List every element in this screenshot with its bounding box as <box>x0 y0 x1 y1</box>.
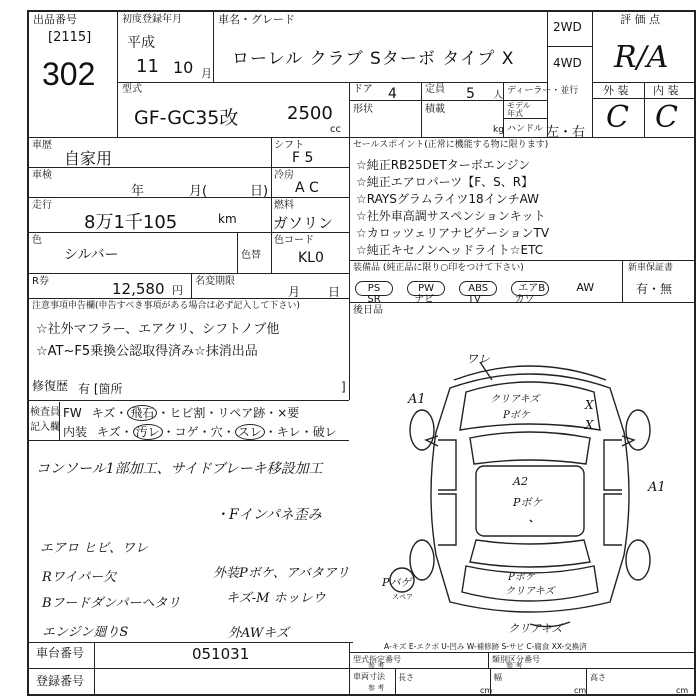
insp-chip: 飛石 <box>127 405 157 421</box>
dealer-label: ディーラー・並行 <box>507 86 579 96</box>
insp-crack: ヒビ割 <box>169 406 206 420</box>
model-year-label: モデル年式 <box>507 101 531 118</box>
diag-rear-2: クリアキズ <box>505 586 555 597</box>
doors-label: ドア <box>353 84 373 95</box>
notes-label: 注意事項申告欄(申告すべき事項がある場合は必ず記入して下さい) <box>32 301 300 311</box>
hand-note-2: ・Fインパネ歪み <box>215 507 322 523</box>
type-cert-ref: 参 考 <box>368 662 385 670</box>
repair-label: 修復歴 <box>32 379 69 393</box>
sales-point-4: ☆社外車高調サスペンションキット <box>356 209 546 223</box>
shift-value: F 5 <box>292 150 314 166</box>
insp-interior: 内装 <box>63 425 88 439</box>
displacement-value: 2500 <box>287 103 333 124</box>
hand-note-5b: キズ-M ホッレウ <box>226 591 326 606</box>
load-unit: kg <box>493 125 504 135</box>
color-code-value: KL0 <box>298 250 324 266</box>
new-warranty-label: 新車保証書 <box>628 263 674 273</box>
first-reg-year: 11 <box>136 56 159 77</box>
equipment-label: 装備品 (純正品に限り○印をつけて下さい) <box>353 263 524 273</box>
diag-x1: X <box>585 398 594 412</box>
name-change-label: 名変期限 <box>195 276 235 287</box>
diag-top: ワレ <box>466 352 491 366</box>
diag-mid-2: Pボケ <box>513 496 543 509</box>
fuel-label: 燃料 <box>274 200 294 211</box>
chassis-value: 051031 <box>192 645 250 663</box>
inspection-year: 年 <box>131 184 145 199</box>
mileage-label: 走行 <box>32 200 52 211</box>
diag-front-1: クリアキズ <box>490 394 540 405</box>
name-change-day: 日 <box>328 285 341 299</box>
dims-length-unit: cm <box>480 686 493 695</box>
model-label: 型式 <box>122 84 142 95</box>
inspection-label: 車検 <box>32 170 52 181</box>
sales-point-5: ☆カロッツェリアナビゲーションTV <box>356 226 550 240</box>
name-change-month: 月 <box>288 285 301 299</box>
equip-pw: PW <box>407 281 445 296</box>
insp-dot: ・ <box>198 425 211 439</box>
equip-tv: TV <box>467 294 481 305</box>
dims-height-unit: cm <box>676 686 689 695</box>
lot-label: 出品番号 <box>33 13 77 26</box>
equip-ps: PS <box>355 281 393 296</box>
lot-code: [2115] <box>48 30 92 45</box>
diag-front-2: Pボケ <box>503 410 530 421</box>
color-code-label: 色コード <box>274 235 314 246</box>
insp-replace: ×要 <box>277 406 300 420</box>
hand-note-4: Rワイパー欠 <box>42 570 117 585</box>
score-value: R/A <box>614 40 669 75</box>
score-label: 評 価 点 <box>620 13 660 26</box>
exterior-label: 外 装 <box>603 84 629 97</box>
after-check-label: 後日品 <box>353 305 383 316</box>
lot-number: 302 <box>42 56 96 92</box>
insp-dot: ・ <box>162 425 175 439</box>
damage-legend: A-キズ E-エクボ U-凹み W-補修跡 S-サビ C-腐食 XX-交換済 <box>384 642 587 651</box>
color-swap-label: 色替 <box>241 250 261 261</box>
inspector-row-2 <box>63 423 337 440</box>
repair-value: 有 [箇所 <box>78 382 123 396</box>
car-name-label: 車名・グレード <box>218 13 295 26</box>
color-value: シルバー <box>64 247 119 263</box>
mileage-value: 8万1千105 <box>84 212 178 233</box>
type-cert-label: 型式指定番号 <box>353 655 401 664</box>
insp-dot: ・ <box>120 425 133 439</box>
color-label: 色 <box>32 235 42 246</box>
diag-a1-left: A1 <box>408 392 426 407</box>
insp-hole: 穴 <box>210 425 223 439</box>
hand-note-1: コンソール1部加工、サイドブレーキ移設加工 <box>36 461 323 477</box>
class-code-ref: 参 考 <box>506 662 523 670</box>
interior-score: C <box>655 100 678 135</box>
insp-fw: FW <box>63 406 82 420</box>
model-value: GF-GC35改 <box>134 107 239 129</box>
ac-label: 冷房 <box>274 170 294 181</box>
dims-width: 幅 <box>494 673 502 682</box>
first-reg-month-unit: 月 <box>201 67 212 80</box>
hand-note-4b: 外装Pボケ、アバタアリ <box>213 566 350 581</box>
notes-line-2: ☆AT~F5乗換公認取得済み☆抹消出品 <box>36 344 258 359</box>
equip-abs: ABS <box>459 281 497 296</box>
equip-navi: ナビ <box>414 294 435 305</box>
hand-note-5: Bフードダンパーヘタリ <box>42 596 181 611</box>
hand-note-6: エンジン廻りS <box>42 625 129 640</box>
equip-aw: AW <box>576 281 595 294</box>
recycle-label: R券 <box>32 276 49 287</box>
dims-ref: 参 考 <box>368 684 385 692</box>
inspection-month: 月( <box>189 184 208 199</box>
equip-leather: カワ <box>514 294 535 305</box>
insp-repair: リペア跡 <box>217 406 266 420</box>
new-warranty-value: 有・無 <box>636 282 673 296</box>
repair-bracket: ] <box>341 380 346 394</box>
diag-bottom: クリアキズ <box>508 622 563 635</box>
insp-dot: ・ <box>265 406 278 420</box>
notes-line-1: ☆社外マフラー、エアクリ、シフトノブ他 <box>36 322 280 337</box>
equip-airbag: エアB <box>511 281 549 296</box>
doors-value: 4 <box>388 86 397 102</box>
hand-note-3: エアロ ヒビ、ワレ <box>40 541 149 556</box>
load-label: 積載 <box>425 104 445 115</box>
shape-label: 形状 <box>353 104 373 115</box>
hand-note-6b: 外AWキズ <box>228 626 289 641</box>
interior-label: 内 装 <box>653 84 679 97</box>
inspection-day: 日) <box>250 184 269 199</box>
first-reg-month: 10 <box>173 58 194 77</box>
sales-point-2: ☆純正エアロパーツ【F、S、R】 <box>356 175 534 189</box>
drive-4wd: 4WD <box>553 56 582 70</box>
inspector-label-1: 検査員 <box>30 407 60 418</box>
diag-pbaga: Pバゲ <box>382 576 412 589</box>
sales-point-3: ☆RAYSグラムライツ18インチAW <box>356 192 540 206</box>
dims-width-unit: cm <box>574 686 587 695</box>
fuel-value: ガソリン <box>273 214 334 232</box>
insp-cut: キレ <box>276 425 301 439</box>
diag-spare: スペア <box>392 593 413 601</box>
registration-label: 登録番号 <box>36 674 85 688</box>
capacity-label: 定員 <box>425 84 445 95</box>
inspector-row-1 <box>63 404 299 421</box>
capacity-unit: 人 <box>493 90 503 101</box>
equipment-row-2 <box>355 290 544 305</box>
insp-wear: スレ <box>235 424 265 440</box>
insp-dot: ・ <box>115 406 128 420</box>
first-reg-era: 平成 <box>127 35 155 51</box>
dims-length: 長さ <box>398 673 414 682</box>
displacement-unit: cc <box>330 124 341 135</box>
chassis-label: 車台番号 <box>36 646 85 660</box>
insp-dot: ・ <box>300 425 313 439</box>
exterior-score: C <box>606 100 629 135</box>
insp-scratch: キズ <box>96 425 121 439</box>
diag-a1-right: A1 <box>648 480 666 495</box>
insp-dot: ・ <box>205 406 218 420</box>
diag-x2: X <box>585 418 594 432</box>
car-name-value: ローレル クラブ Sターボ タイプ X <box>232 49 515 69</box>
drive-2wd: 2WD <box>553 20 582 34</box>
equip-sr: SR <box>367 294 381 305</box>
handle-label: ハンドル <box>507 124 544 134</box>
diag-mid-1: A2 <box>513 475 528 488</box>
insp-dot: ・ <box>157 406 170 420</box>
insp-dirt: 汚レ <box>133 424 163 440</box>
sales-point-1: ☆純正RB25DETターボエンジン <box>356 158 531 172</box>
first-reg-label: 初度登録年月 <box>122 14 182 25</box>
insp-tear: 破レ <box>312 425 337 439</box>
shift-label: シフト <box>274 140 304 151</box>
dims-label: 車両寸法 <box>353 672 385 681</box>
insp-dot: ・ <box>264 425 277 439</box>
recycle-value: 12,580 <box>112 280 165 298</box>
usage-label: 車歴 <box>32 140 52 151</box>
recycle-unit: 円 <box>172 284 183 297</box>
usage-value: 自家用 <box>64 149 113 168</box>
sales-point-6: ☆純正キセノンヘッドライト☆ETC <box>356 243 544 257</box>
ac-value: A C <box>295 180 319 196</box>
handle-value: 左・右 <box>546 125 586 140</box>
sales-points-label: セールスポイント(正常に機能する物に限ります) <box>353 140 549 150</box>
inspector-label-2: 記入欄 <box>30 422 60 433</box>
insp-scratch: キズ <box>91 406 116 420</box>
mileage-unit: km <box>218 212 237 226</box>
class-code-label: 類別区分番号 <box>492 655 540 664</box>
dims-height: 高さ <box>590 673 606 682</box>
insp-burn: コゲ <box>174 425 199 439</box>
diag-rear-1: Pボケ <box>508 572 535 583</box>
capacity-value: 5 <box>466 86 475 102</box>
insp-dot: ・ <box>222 425 235 439</box>
